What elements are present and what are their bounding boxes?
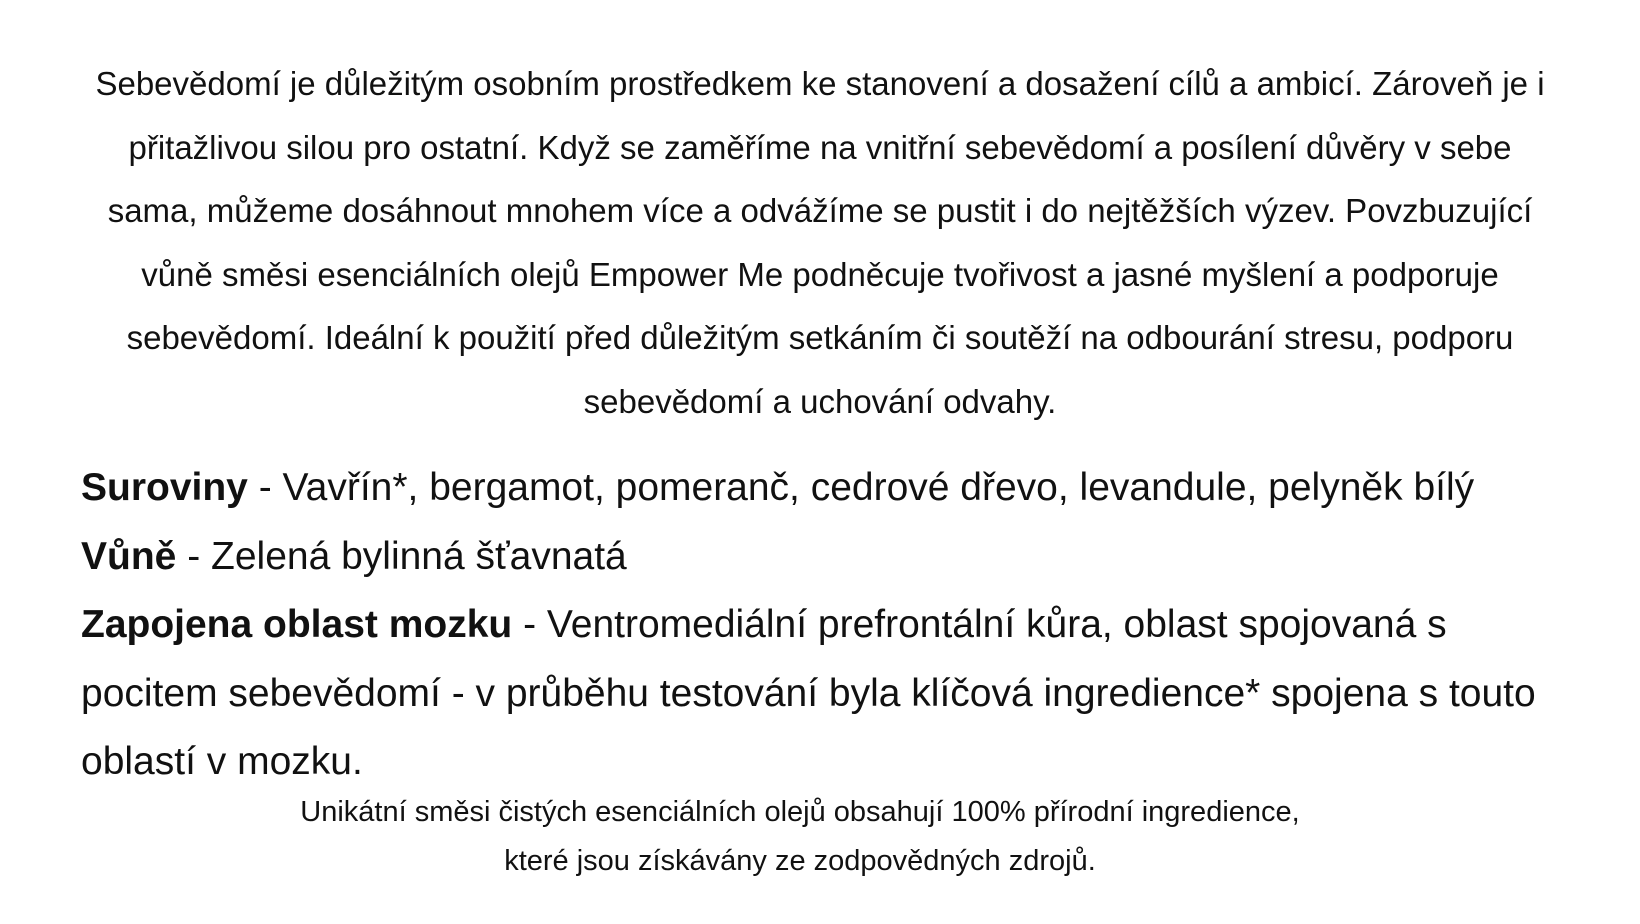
footer-line-2: které jsou získávány ze zodpovědných zdrojů. — [504, 845, 1096, 877]
spec-scent — [81, 523, 1581, 592]
footer-line-1: Unikátní směsi čistých esenciálních olejů obsahují 100% přírodní ingredience, — [300, 796, 1300, 828]
spec-ingredients — [81, 454, 1581, 523]
spec-brain-area-value: - Ventromediální prefrontální kůra, oblast spojovaná s pocitem sebevědomí - v průběhu testování byla klíčová ingredience* spojena s touto oblastí v mozku. — [81, 603, 1536, 783]
spec-ingredients-value: - Vavřín*, bergamot, pomeranč, cedrové dřevo, levandule, pelyněk bílý — [247, 466, 1475, 509]
spec-scent-label: Vůně — [81, 534, 177, 578]
product-specs — [81, 454, 1581, 797]
footer-note — [200, 788, 1400, 886]
spec-brain-area-label: Zapojena oblast mozku — [81, 603, 513, 646]
spec-ingredients-label: Suroviny — [81, 466, 248, 509]
spec-brain-area — [81, 591, 1581, 797]
intro-paragraph: Sebevědomí je důležitým osobním prostředkem ke stanovení a dosažení cílů a ambicí. Zároveň je i přitažlivou silou pro ostatní. Když se zaměříme na vnitřní sebevědomí a posílení důvěry v sebe sama, můžeme dosáhnout mnohem více a odvážíme se pustit i do nejtěžších výzev. Povzbuzující vůně směsi esenciálních olejů Empower Me podněcuje tvořivost a jasné myšlení a podporuje sebevědomí. Ideální k použití před důležitým setkáním či soutěží na odbourání stresu, podporu sebevědomí a uchování odvahy. — [95, 65, 1545, 420]
spec-scent-value: - Zelená bylinná šťavnatá — [176, 534, 627, 578]
